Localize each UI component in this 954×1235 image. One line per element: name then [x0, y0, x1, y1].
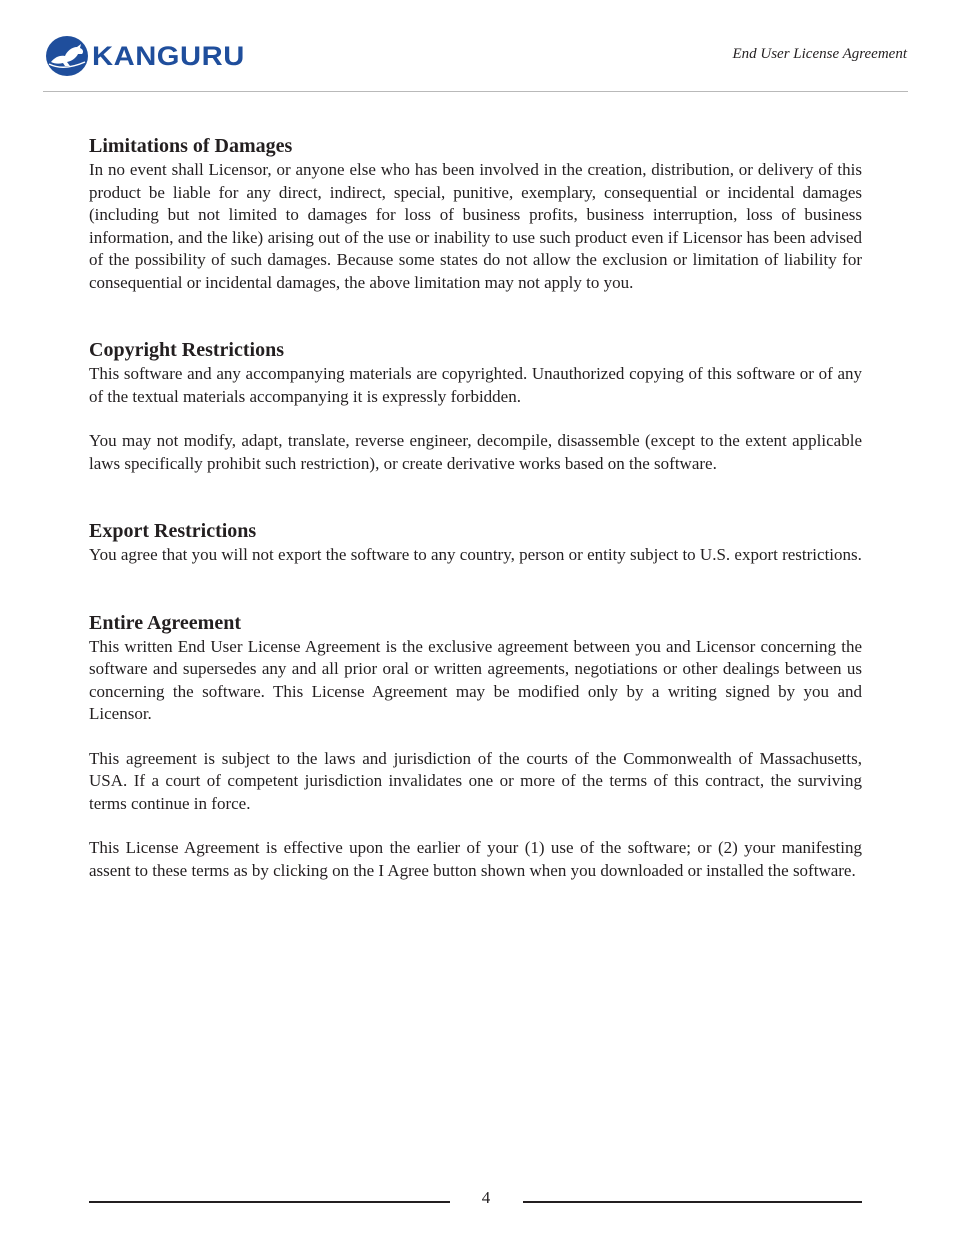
section-paragraph: In no event shall Licensor, or anyone else who has been involved in the creation, distribution, or delivery of this product be liable for any direct, indirect, special, punitive, exemplary, consequential or incidental damages (including but not limited to damages for loss of business profits, business interruption, loss of business information, and the like) arising out of the use or inability to use such product even if Licensor has been advised of the possibility of such damages. Because some states do not allow the exclusion or limitation of liability for consequential or incidental damages, the above limitation may not apply to you.	[89, 160, 862, 292]
section-heading: Export Restrictions	[89, 520, 257, 542]
header-divider	[43, 91, 908, 92]
document-body	[89, 134, 862, 926]
section-limitations-of-damages	[89, 134, 862, 294]
section-heading: Copyright Restrictions	[89, 339, 284, 361]
kanguru-logo	[45, 35, 245, 77]
page-footer	[0, 1185, 954, 1215]
section-paragraph: This software and any accompanying materials are copyrighted. Unauthorized copying of this software or of any of the textual materials accompanying it is expressly forbidden.	[89, 364, 862, 406]
section-export-restrictions	[89, 519, 862, 567]
page-number: 4	[481, 1188, 491, 1207]
section-entire-agreement	[89, 611, 862, 883]
section-paragraph: This written End User License Agreement is the exclusive agreement between you and Licensor concerning the software and supersedes any and all prior oral or written agreements, negotiations or other dealings between us concerning the software. This License Agreement may be modified only by a writing signed by you and Licensor.	[89, 636, 862, 723]
section-copyright-restrictions	[89, 338, 862, 475]
section-paragraph: You agree that you will not export the software to any country, person or entity subject to U.S. export restrictions.	[89, 545, 862, 564]
kangaroo-icon	[45, 35, 89, 77]
brand-name: KANGURU	[92, 40, 245, 71]
section-heading: Limitations of Damages	[89, 135, 293, 157]
section-paragraph: You may not modify, adapt, translate, reverse engineer, decompile, disassemble (except to the extent applicable laws specifically prohibit such restriction), or create derivative works based on the software.	[89, 431, 862, 473]
section-paragraph: This agreement is subject to the laws and jurisdiction of the courts of the Commonwealth of Massachusetts, USA. If a court of competent jurisdiction invalidates one or more of the terms of this contract, the surviving terms continue in force.	[89, 748, 862, 813]
page-header	[0, 0, 954, 94]
section-paragraph: This License Agreement is effective upon the earlier of your (1) use of the software; or (2) your manifesting assent to these terms as by clicking on the I Agree button shown when you downloaded or installed the software.	[89, 838, 862, 880]
footer-divider-left	[89, 1201, 450, 1203]
document-title: End User License Agreement	[732, 46, 907, 62]
section-heading: Entire Agreement	[89, 611, 242, 634]
footer-divider-right	[523, 1201, 862, 1203]
